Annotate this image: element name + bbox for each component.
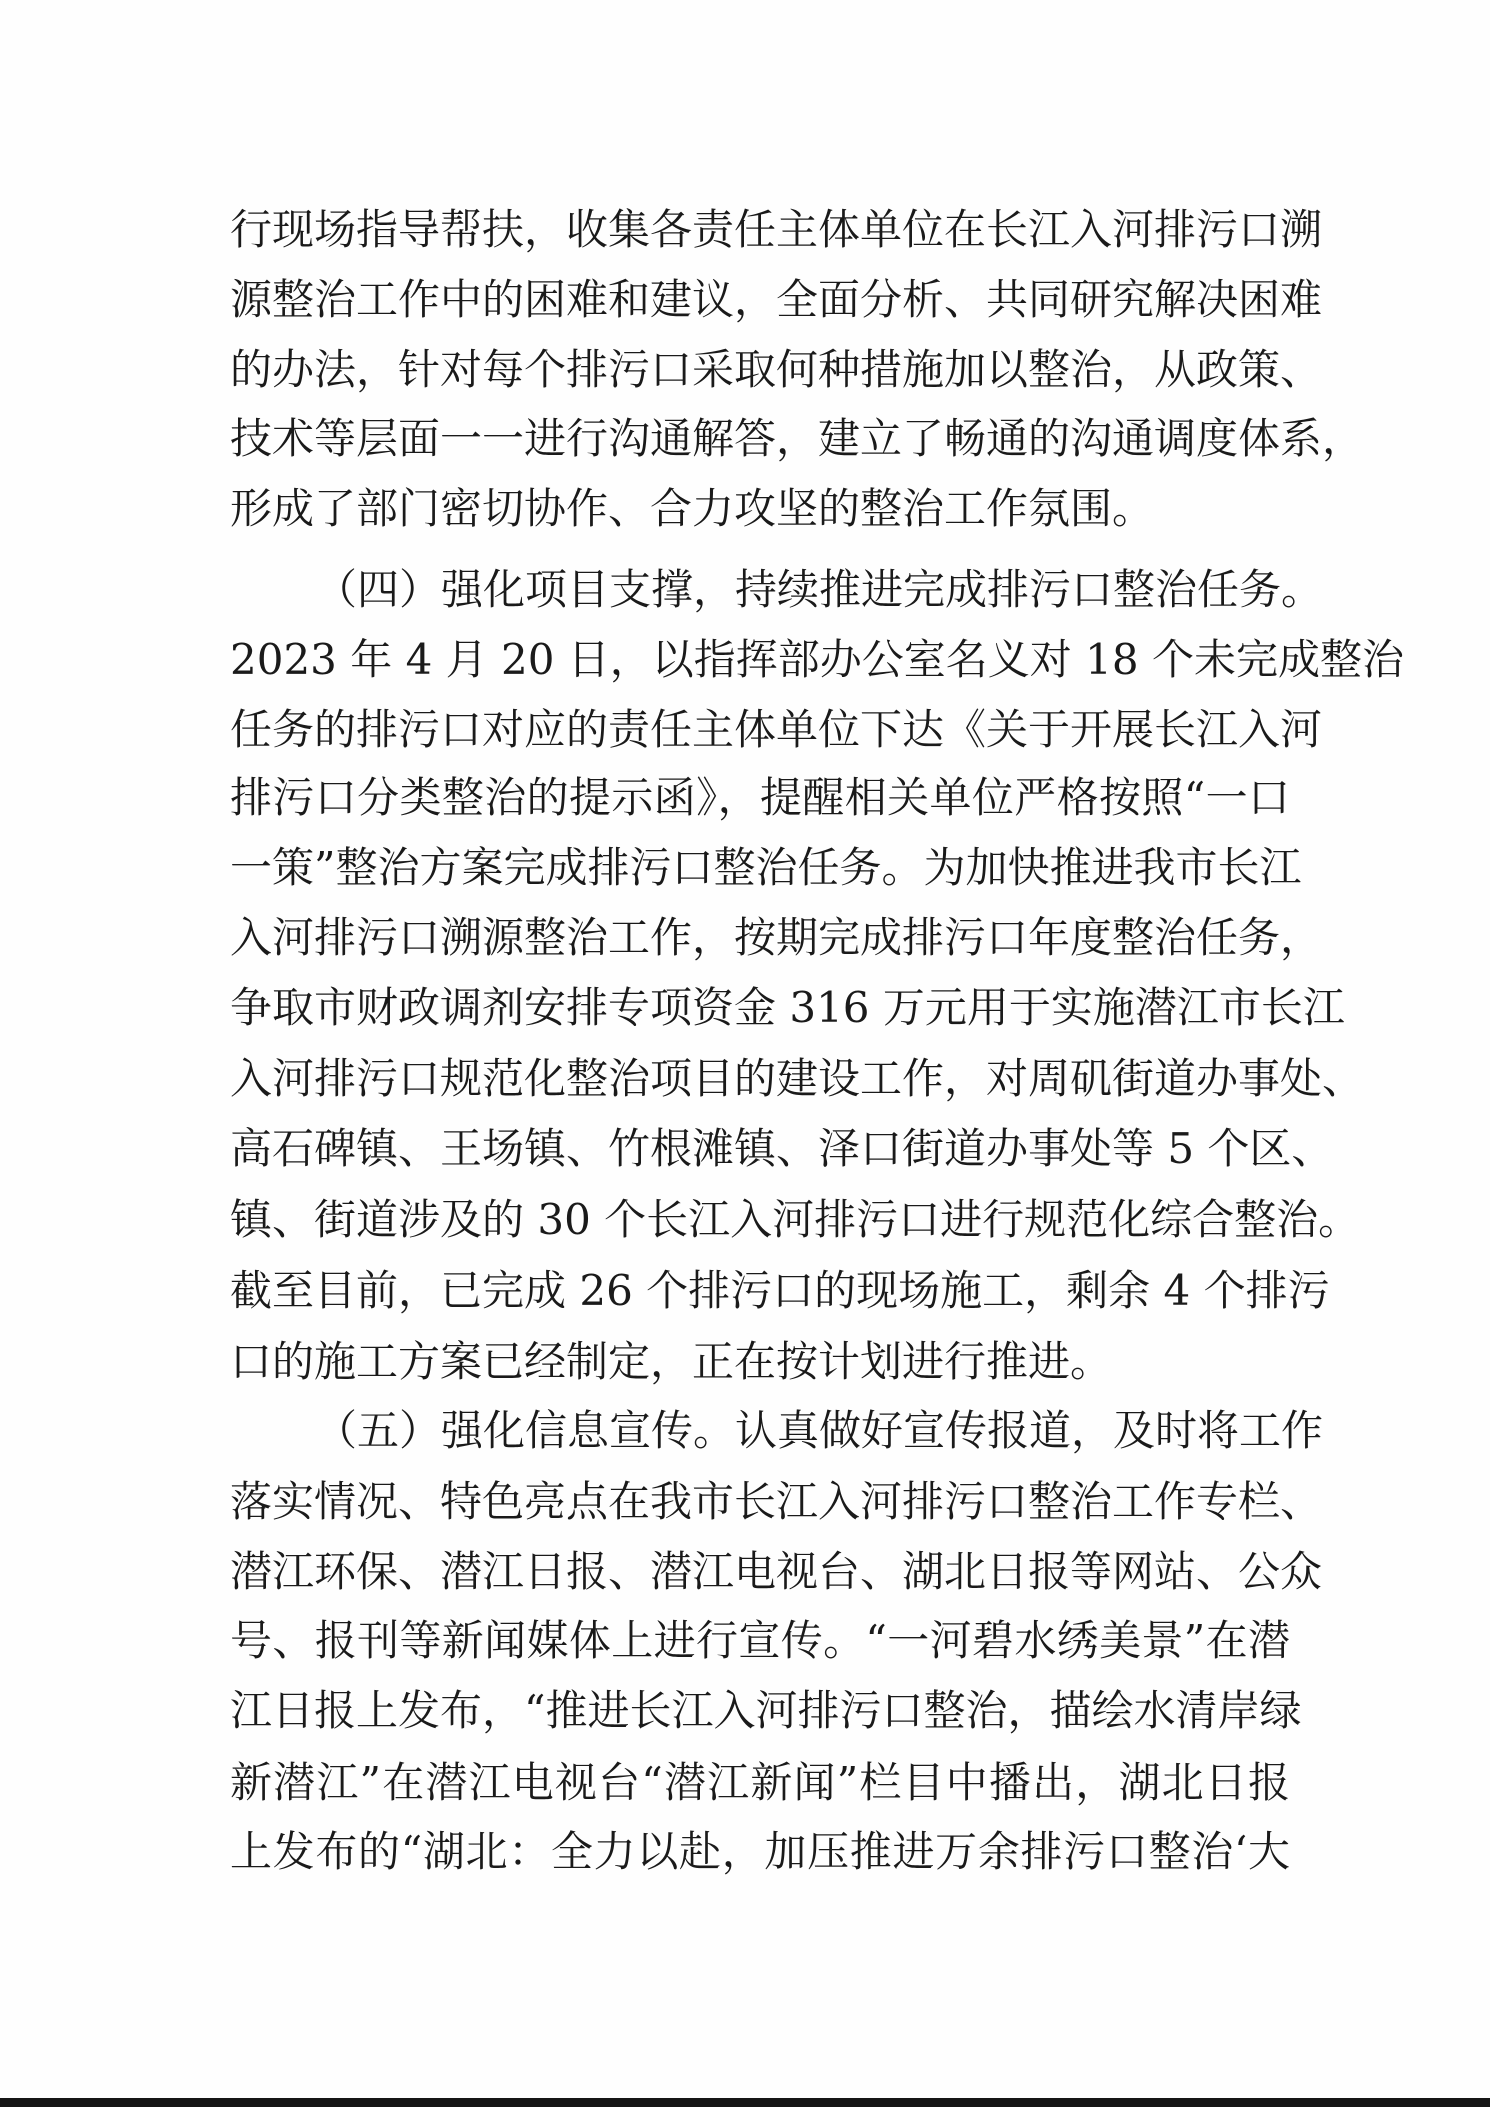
text-line: 上发布的“湖北：全力以赴，加压推进万余排污口整治‘大 bbox=[230, 1827, 1290, 1876]
text-line: 镇、街道涉及的 30 个长江入河排污口进行规范化综合整治。 bbox=[230, 1195, 1361, 1244]
section-heading-4: （四）强化项目支撑，持续推进完成排污口整治任务。 bbox=[315, 565, 1324, 614]
text-line: 行现场指导帮扶，收集各责任主体单位在长江入河排污口溯 bbox=[230, 205, 1323, 254]
text-line: 源整治工作中的困难和建议，全面分析、共同研究解决困难 bbox=[230, 275, 1323, 324]
text-line: 落实情况、特色亮点在我市长江入河排污口整治工作专栏、 bbox=[230, 1477, 1323, 1526]
scan-border bbox=[0, 2098, 1490, 2107]
text-line: 截至目前，已完成 26 个排污口的现场施工，剩余 4 个排污 bbox=[230, 1266, 1330, 1315]
text-line: 入河排污口规范化整治项目的建设工作，对周矶街道办事处、 bbox=[230, 1054, 1365, 1103]
text-line: 任务的排污口对应的责任主体单位下达《关于开展长江入河 bbox=[230, 705, 1323, 754]
text-line: 高石碑镇、王场镇、竹根滩镇、泽口街道办事处等 5 个区、 bbox=[230, 1124, 1334, 1173]
text-line: 潜江环保、潜江日报、潜江电视台、湖北日报等网站、公众 bbox=[230, 1547, 1323, 1596]
text-line: 江日报上发布，“推进长江入河排污口整治，描绘水清岸绿 bbox=[230, 1686, 1302, 1735]
text-line: 争取市财政调剂安排专项资金 316 万元用于实施潜江市长江 bbox=[230, 983, 1345, 1032]
text-line: 技术等层面一一进行沟通解答，建立了畅通的沟通调度体系， bbox=[230, 414, 1365, 463]
text-line: 入河排污口溯源整治工作，按期完成排污口年度整治任务， bbox=[230, 913, 1323, 962]
text-line: 一策”整治方案完成排污口整治任务。为加快推进我市长江 bbox=[230, 843, 1302, 892]
text-line: 2023 年 4 月 20 日，以指挥部办公室名义对 18 个未完成整治 bbox=[230, 635, 1404, 684]
text-line: 排污口分类整治的提示函》，提醒相关单位严格按照“一口 bbox=[230, 773, 1290, 822]
text-line: 新潜江”在潜江电视台“潜江新闻”栏目中播出，湖北日报 bbox=[230, 1758, 1290, 1807]
text-line: 口的施工方案已经制定，正在按计划进行推进。 bbox=[230, 1337, 1113, 1386]
section-heading-5: （五）强化信息宣传。认真做好宣传报道，及时将工作 bbox=[315, 1406, 1324, 1455]
text-line: 的办法，针对每个排污口采取何种措施加以整治，从政策、 bbox=[230, 345, 1323, 394]
text-line: 形成了部门密切协作、合力攻坚的整治工作氛围。 bbox=[230, 484, 1155, 533]
text-line: 号、报刊等新闻媒体上进行宣传。“一河碧水绣美景”在潜 bbox=[230, 1616, 1290, 1665]
